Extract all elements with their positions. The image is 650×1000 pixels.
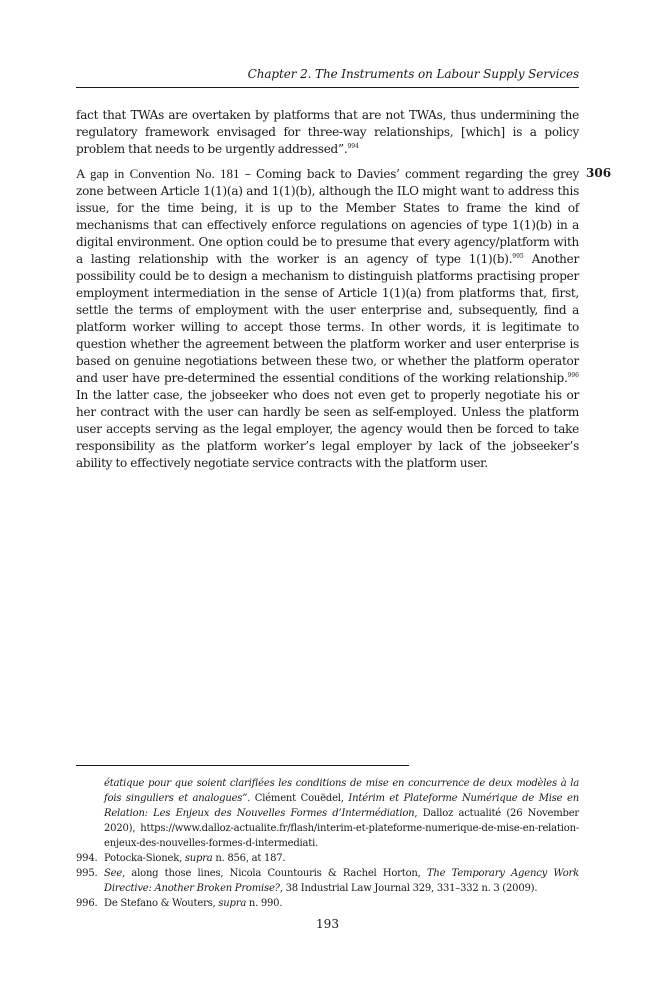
- fn-text: , 38 Industrial Law Journal 329, 331–332 n. 3 (2009).: [279, 883, 538, 894]
- fn-text: , along those lines, Nicola Countouris & Rachel Horton,: [122, 868, 427, 879]
- footnote-ref-994[interactable]: 994: [347, 143, 359, 150]
- footnote-994: [76, 851, 579, 866]
- fn-italic: supra: [184, 853, 213, 864]
- fn-text: n. 990.: [246, 898, 283, 909]
- page-number: 193: [316, 917, 339, 931]
- fn-text: n. 856, at 187.: [212, 853, 286, 864]
- fn-text-url: , Dalloz actualité (26 November 2020), https://www.dalloz-actualite.fr/flash/interim-et-plateforme-numerique-de-mise-en-relation-enjeux-des-nouvelles-formes-d-intermediati.: [104, 808, 579, 849]
- footnote-continuation: [76, 776, 579, 851]
- margin-paragraph-number: 306: [586, 166, 612, 180]
- paragraph-text-2: Another possibility could be to design a mechanism to distinguish platforms practising proper employment intermediation in the sense of Article 1(1)(a) from platforms that, first, settle the terms of employment with the user enterprise and, subsequently, find a platform worker willing to accept those terms. In other words, it is legitimate to question whether the agreement between the platform worker and user enterprise is based on genuine negotiations between these two, or whether the platform operator and user have pre-determined the essential conditions of the working relationship.: [76, 252, 579, 385]
- footnote-text: [104, 896, 579, 911]
- fn-text: Clément Couëdel,: [250, 793, 349, 804]
- paragraph-continuation: [76, 107, 579, 158]
- paragraph-heading: A gap in Convention No. 181: [76, 166, 240, 181]
- footnote-ref-996[interactable]: 996: [567, 372, 579, 379]
- fn-text: Potocka-Sionek,: [104, 853, 185, 864]
- footnotes: [76, 776, 579, 911]
- footnote-text: [104, 851, 579, 866]
- footnote-995: [76, 866, 579, 896]
- footnote-text: [104, 866, 579, 896]
- footnote-number: 995.: [76, 868, 98, 879]
- header-rule: [76, 87, 579, 88]
- fn-italic-title: The Temporary Agency Work Directive: Another Broken Promise?: [104, 868, 579, 894]
- footnote-996: [76, 896, 579, 911]
- footnote-number: 994.: [76, 853, 98, 864]
- paragraph-text-3: In the latter case, the jobseeker who does not even get to properly negotiate his or her contract with the user can hardly be seen as self-employed. Unless the platform user accepts serving as the legal employer, the agency would then be forced to take responsibility as the platform worker’s legal employer by lack of the jobseeker’s ability to effectively negotiate service contracts with the platform user.: [76, 388, 579, 470]
- running-head: Chapter 2. The Instruments on Labour Supply Services: [247, 67, 579, 81]
- footnote-rule: [76, 765, 409, 766]
- paragraph-306: [76, 165, 579, 472]
- paragraph-text-1: – Coming back to Davies’ comment regarding the grey zone between Article 1(1)(a) and 1(1)(b), although the ILO might want to address this issue, for the time being, it is up to the Member States to frame the kind of mechanisms that can effectively enforce regulations on agencies of type 1(1)(b) in a digital environment. One option could be to presume that every agency/platform with a lasting relationship with the worker is an agency of type 1(1)(b).: [76, 167, 579, 266]
- paragraph-text: fact that TWAs are overtaken by platforms that are not TWAs, thus undermining the regulatory framework envisaged for three-way relationships, [which] is a policy problem that needs to be urgently addressed”.: [76, 108, 579, 156]
- fn-italic: supra: [218, 898, 247, 909]
- footnote-ref-995[interactable]: 995: [512, 253, 524, 260]
- footnote-number: 996.: [76, 898, 98, 909]
- fn-italic: étatique pour que soient clarifiées les conditions de mise en concurrence de deux modèles à la fois singuliers et analogues”.: [104, 778, 579, 804]
- fn-italic: See: [104, 868, 123, 879]
- fn-text: De Stefano & Wouters,: [104, 898, 219, 909]
- fn-italic-title: Intérim et Plateforme Numérique de Mise en Relation: Les Enjeux des Nouvelles Formes d’Intermédiation: [104, 793, 579, 819]
